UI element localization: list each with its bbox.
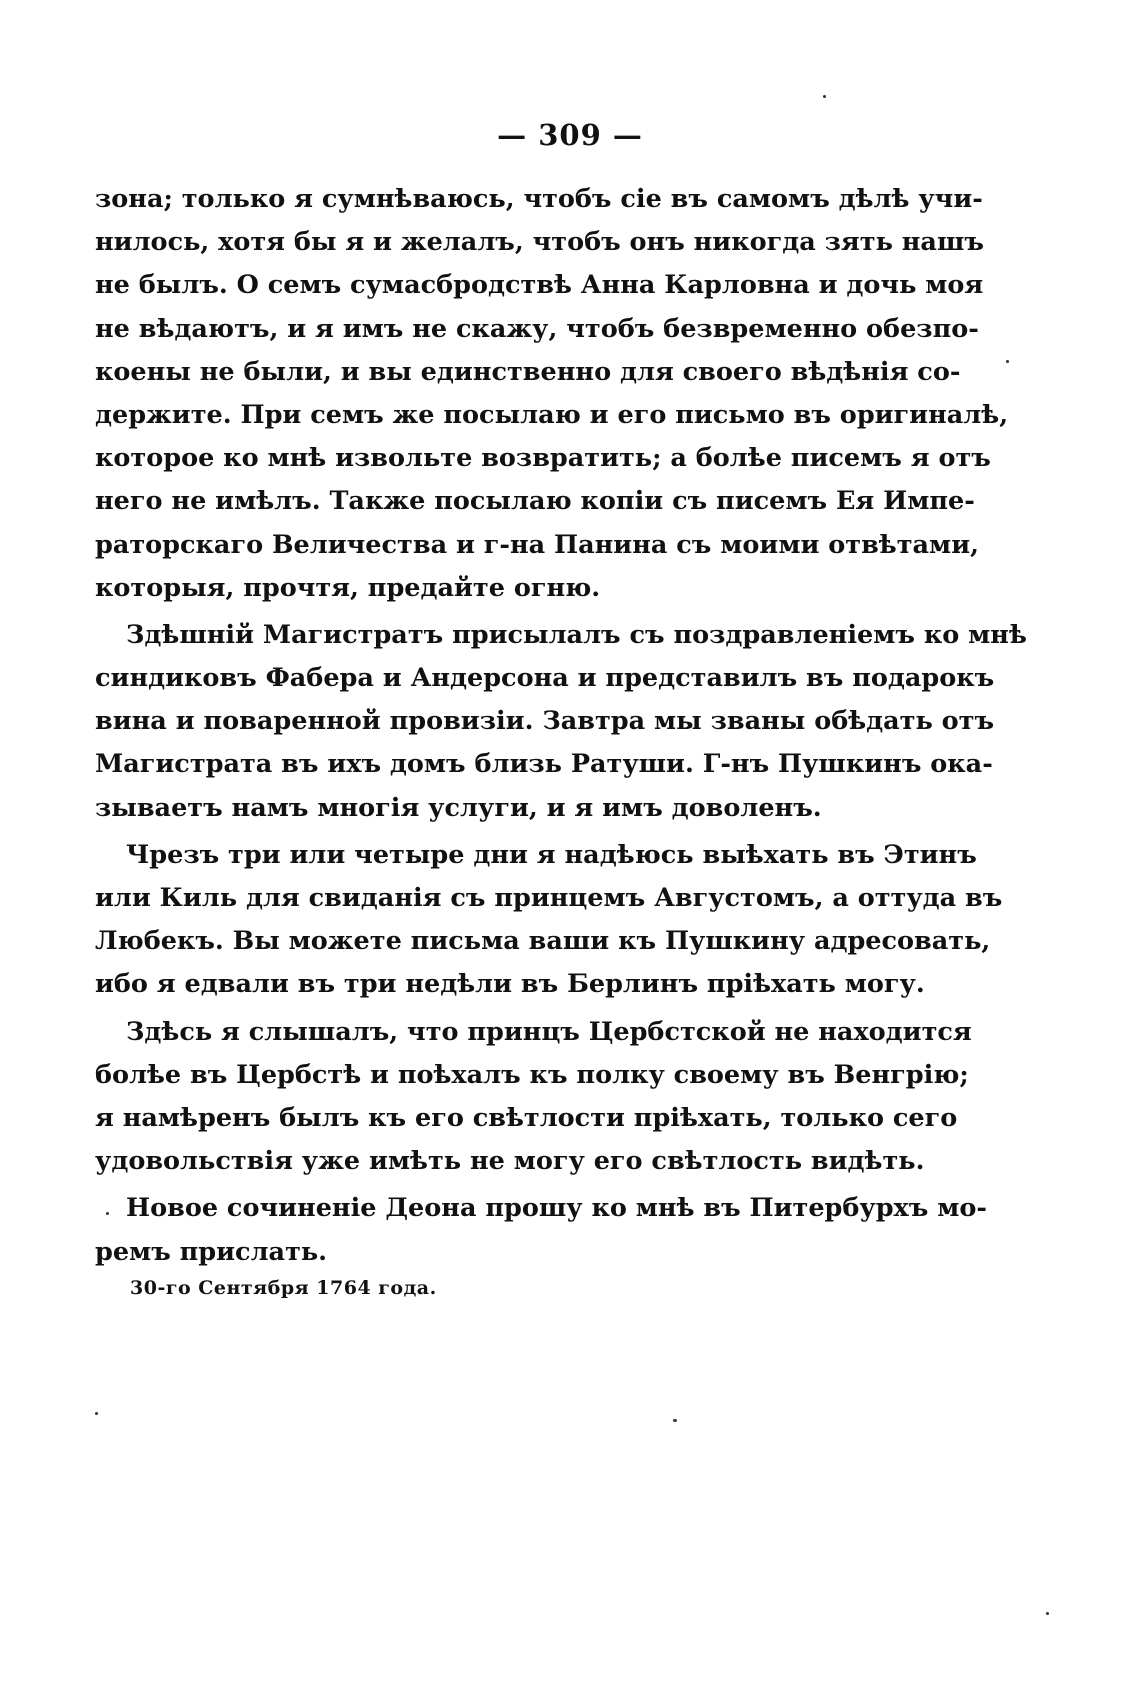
paragraph — [95, 834, 1003, 1007]
paragraph — [95, 1187, 987, 1273]
paragraph — [95, 1011, 972, 1184]
text-line: не вѣдаютъ, и я имъ не скажу, чтобъ безвременно обезпо- — [95, 313, 979, 344]
text-line: я намѣренъ былъ къ его свѣтлости пріѣхать, только сего — [95, 1102, 958, 1133]
paragraph — [95, 178, 1009, 610]
text-line: нилось, хотя бы я и желалъ, чтобъ онъ никогда зять нашъ — [95, 227, 984, 258]
scan-speck — [1046, 1612, 1049, 1615]
text-line: вина и поваренной провизіи. Завтра мы званы обѣдать отъ — [95, 706, 995, 737]
text-line: Здѣшній Магистратъ присылалъ съ поздравленіемъ ко мнѣ — [126, 619, 1027, 650]
text-line: раторскаго Величества и г-на Панина съ моими отвѣтами, — [95, 529, 979, 560]
text-line: Магистрата въ ихъ домъ близь Ратуши. Г-нъ Пушкинъ ока- — [95, 749, 993, 780]
scan-speck — [673, 1419, 677, 1422]
text-line: Чрезъ три или четыре дни я надѣюсь выѣхать въ Этинъ — [126, 839, 977, 870]
scan-speck — [106, 1212, 109, 1215]
scan-speck — [95, 1412, 98, 1415]
text-line: коены не были, и вы единственно для своего вѣдѣнія со- — [95, 356, 961, 387]
scan-speck — [1006, 360, 1009, 363]
text-line: ремъ прислать. — [95, 1236, 328, 1267]
text-line: зываетъ намъ многія услуги, и я имъ доволенъ. — [95, 792, 822, 823]
text-line: Здѣсь я слышалъ, что принцъ Цербстской не находится — [126, 1016, 972, 1047]
text-line: болѣе въ Цербстѣ и поѣхалъ къ полку своему въ Венгрію; — [95, 1059, 969, 1090]
date-line: 30-го Сентября 1764 года. — [130, 1277, 437, 1299]
body-text — [95, 178, 1027, 1274]
text-line: которыя, прочтя, предайте огню. — [95, 572, 601, 603]
text-line: Новое сочиненіе Деона прошу ко мнѣ въ Питербурхъ мо- — [126, 1193, 987, 1224]
text-line: которое ко мнѣ извольте возвратить; а болѣе писемъ я отъ — [95, 443, 991, 474]
text-line: или Киль для свиданія съ принцемъ Августомъ, а оттуда въ — [95, 883, 1003, 913]
text-line: удовольствія уже имѣть не могу его свѣтлость видѣть. — [95, 1146, 925, 1177]
page-number: — 309 — — [497, 118, 643, 152]
paragraph — [95, 614, 1027, 830]
text-line: ибо я едвали въ три недѣли въ Берлинъ пріѣхать могу. — [95, 969, 925, 1000]
text-line: синдиковъ Фабера и Андерсона и представилъ въ подарокъ — [95, 663, 995, 694]
text-line: зона; только я сумнѣваюсь, чтобъ сіе въ самомъ дѣлѣ учи- — [95, 184, 983, 214]
scan-speck — [823, 95, 826, 98]
text-line: него не имѣлъ. Также посылаю копіи съ писемъ Ея Импе- — [95, 486, 975, 517]
text-line: Любекъ. Вы можете письма ваши къ Пушкину адресовать, — [95, 926, 991, 957]
text-line: не былъ. О семъ сумасбродствѣ Анна Карловна и дочь моя — [95, 270, 984, 301]
text-line: держите. При семъ же посылаю и его письмо въ оригиналѣ, — [95, 399, 1009, 430]
